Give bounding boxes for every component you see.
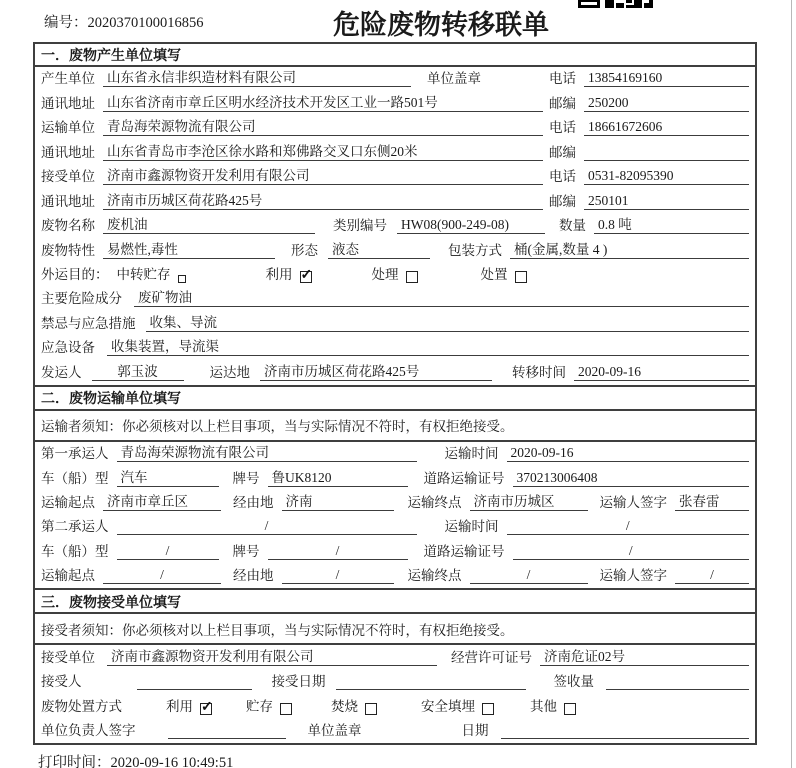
page-edge-line xyxy=(791,0,792,768)
sign-quantity-value xyxy=(606,672,749,690)
receiver-phone-value: 0531-82095390 xyxy=(584,167,749,185)
checkbox-disposal-storage xyxy=(280,703,292,715)
trait-value: 易燃性,毒性 xyxy=(103,241,275,259)
print-time xyxy=(38,751,233,768)
checkbox-disposal-landfill xyxy=(482,703,494,715)
row-first-carrier xyxy=(35,442,755,466)
road-permit-label: 道路运输证号 xyxy=(423,543,505,559)
hazard-label: 主要危险成分 xyxy=(41,291,122,307)
address-label: 通讯地址 xyxy=(41,144,95,160)
transporter-sign-value: 张春雷 xyxy=(675,493,749,511)
row-transporter xyxy=(35,116,755,140)
phone-group xyxy=(549,165,749,185)
accept-date-label: 接受日期 xyxy=(271,674,326,690)
road-permit-label: 道路运输证号 xyxy=(423,470,505,486)
document-number-label: 编号： xyxy=(44,15,88,31)
category-value: HW08(900-249-08) xyxy=(397,216,545,234)
row-vehicle-2 xyxy=(35,539,755,563)
disposal-option-other xyxy=(530,695,576,715)
quantity-label: 数量 xyxy=(559,218,586,234)
row-hazard-component xyxy=(35,287,755,311)
checkbox-disposal-use xyxy=(200,703,212,715)
page-title: 危险废物转移联单 xyxy=(333,10,549,40)
qr-code-fragment xyxy=(578,0,656,9)
consignor-value: 郭玉波 xyxy=(92,363,184,381)
destination-value: 济南市历城区荷花路425号 xyxy=(260,363,492,381)
date-label: 日期 xyxy=(461,723,489,739)
origin-2-value: / xyxy=(103,566,221,584)
section3-header: 三．废物接受单位填写 xyxy=(35,588,755,614)
option-label: 贮存 xyxy=(246,698,273,714)
hazard-value: 废矿物油 xyxy=(134,289,749,307)
phone-label: 电话 xyxy=(549,169,576,185)
license-label: 经营许可证号 xyxy=(451,649,532,665)
option-label: 利用 xyxy=(166,698,193,714)
zip-group xyxy=(549,141,749,161)
option-label: 安全填埋 xyxy=(421,698,475,714)
taboo-value: 收集、导流 xyxy=(146,314,750,332)
plate-value: 鲁UK8120 xyxy=(268,469,408,487)
purpose-option-dispose xyxy=(481,263,527,283)
transport-time-label: 运输时间 xyxy=(444,446,499,462)
via-2-value: / xyxy=(282,566,394,584)
waste-name-label: 废物名称 xyxy=(41,218,95,234)
plate-label: 牌号 xyxy=(232,470,260,486)
endpoint-label: 运输终点 xyxy=(407,495,462,510)
transport-time-2-value: / xyxy=(507,517,750,535)
print-time-label: 打印时间： xyxy=(38,755,111,768)
purpose-option-transfer xyxy=(117,263,186,283)
waste-name-value: 废机油 xyxy=(103,216,315,234)
consignor-label: 发运人 xyxy=(41,364,82,380)
sign-quantity-label: 签收量 xyxy=(553,674,594,690)
second-carrier-value: / xyxy=(117,517,417,535)
equipment-value: 收集装置，导流渠 xyxy=(107,338,749,356)
transporter-notice: 运输者须知：你必须核对以上栏目事项，当与实际情况不符时，有权拒绝接受。 xyxy=(35,411,755,442)
road-permit-value: 370213006408 xyxy=(513,469,750,487)
zip-label: 邮编 xyxy=(549,144,576,160)
transporter-address-value: 山东省青岛市李沧区徐水路和郑佛路交叉口东侧20米 xyxy=(103,143,543,161)
trait-label: 废物特性 xyxy=(41,242,95,258)
purpose-option-treat xyxy=(372,263,418,283)
destination-label: 运达地 xyxy=(209,364,250,380)
head-sign-value xyxy=(168,721,286,739)
endpoint-label: 运输终点 xyxy=(407,568,462,584)
disposal-option-landfill xyxy=(421,695,494,715)
producer-phone-value: 13854169160 xyxy=(584,69,749,87)
equipment-label: 应急设备 xyxy=(41,340,95,356)
transport-time-value: 2020-09-16 xyxy=(507,444,750,462)
row-acceptor xyxy=(35,670,755,694)
row-head-signature xyxy=(35,719,755,743)
transporter-sign-label: 运输人签字 xyxy=(599,568,667,584)
option-label: 处置 xyxy=(480,266,508,282)
disposal-label: 废物处置方式 xyxy=(41,698,122,714)
first-carrier-value: 青岛海荣源物流有限公司 xyxy=(117,444,417,462)
transfer-time-value: 2020-09-16 xyxy=(574,363,749,381)
vehicle-type-value: 汽车 xyxy=(117,469,219,487)
vehicle-type-2-value: / xyxy=(117,542,219,560)
disposal-option-storage xyxy=(246,695,292,715)
vehicle-type-label: 车（船）型 xyxy=(41,470,109,486)
license-value: 济南危证02号 xyxy=(540,648,749,666)
road-permit-2-value: / xyxy=(513,542,750,560)
row-second-carrier xyxy=(35,515,755,539)
checkbox-disposal-other xyxy=(564,703,576,715)
purpose-label: 外运目的： xyxy=(41,266,109,282)
document-number xyxy=(44,11,204,32)
unit-seal-label: 单位盖章 xyxy=(307,723,362,739)
packing-value: 桶(金属,数量 4 ) xyxy=(510,241,749,259)
address-label: 通讯地址 xyxy=(41,193,95,209)
checkbox-use xyxy=(300,271,312,283)
option-label: 中转贮存 xyxy=(116,266,171,282)
row-emergency-equipment xyxy=(35,336,755,360)
producer-label: 产生单位 xyxy=(41,71,95,87)
via-label: 经由地 xyxy=(233,568,274,584)
acceptor-label: 接受人 xyxy=(41,674,82,690)
via-label: 经由地 xyxy=(233,495,274,510)
quantity-value: 0.8 吨 xyxy=(594,216,749,234)
producer-zip-value: 250200 xyxy=(584,94,749,112)
row-accept-unit xyxy=(35,645,755,669)
category-label: 类别编号 xyxy=(333,218,387,234)
row-producer-address xyxy=(35,91,755,115)
address-label: 通讯地址 xyxy=(41,95,95,111)
disposal-option-incinerate xyxy=(331,695,377,715)
row-vehicle-1 xyxy=(35,466,755,490)
checkbox-treat xyxy=(406,271,418,283)
origin-value: 济南市章丘区 xyxy=(103,493,221,511)
transporter-sign-label: 运输人签字 xyxy=(599,495,667,510)
checkbox-dispose xyxy=(515,271,527,283)
form-label: 形态 xyxy=(291,242,318,258)
via-value: 济南 xyxy=(282,493,394,511)
checkbox-disposal-incinerate xyxy=(365,703,377,715)
producer-address-value: 山东省济南市章丘区明水经济技术开发区工业一路501号 xyxy=(103,94,543,112)
row-disposal-method xyxy=(35,694,755,718)
phone-label: 电话 xyxy=(549,120,576,136)
vehicle-type-label: 车（船）型 xyxy=(41,543,109,559)
receiver-zip-value: 250101 xyxy=(584,192,749,210)
manifest-form-table xyxy=(33,42,757,745)
zip-label: 邮编 xyxy=(549,95,576,111)
zip-label: 邮编 xyxy=(549,193,576,209)
accept-unit-label: 接受单位 xyxy=(41,649,95,665)
option-label: 焚烧 xyxy=(331,698,358,714)
zip-group xyxy=(549,190,749,210)
row-waste-trait xyxy=(35,238,755,262)
acceptor-value xyxy=(137,672,252,690)
plate-2-value: / xyxy=(268,542,408,560)
phone-group xyxy=(549,116,749,136)
phone-label: 电话 xyxy=(549,71,576,87)
checkbox-transfer-storage xyxy=(178,275,186,283)
transporter-phone-value: 18661672606 xyxy=(584,118,749,136)
print-time-value: 2020-09-16 10:49:51 xyxy=(110,755,234,768)
option-label: 其他 xyxy=(530,698,557,714)
option-label: 利用 xyxy=(265,266,293,282)
form-value: 液态 xyxy=(328,241,430,259)
head-sign-label: 单位负责人签字 xyxy=(41,723,136,739)
unit-seal-label: 单位盖章 xyxy=(427,71,481,87)
second-carrier-label: 第二承运人 xyxy=(41,519,109,535)
purpose-option-use xyxy=(266,263,312,283)
packing-label: 包装方式 xyxy=(448,242,502,258)
receiver-value: 济南市鑫源物资开发利用有限公司 xyxy=(103,167,543,185)
transporter-sign-2-value: / xyxy=(675,566,749,584)
zip-group xyxy=(549,92,749,112)
acceptor-notice: 接受者须知：你必须核对以上栏目事项，当与实际情况不符时，有权拒绝接受。 xyxy=(35,614,755,645)
section1-header: 一．废物产生单位填写 xyxy=(35,44,755,67)
section2-header: 二．废物运输单位填写 xyxy=(35,385,755,411)
plate-label: 牌号 xyxy=(232,543,260,559)
row-consignor xyxy=(35,360,755,384)
row-producer xyxy=(35,67,755,91)
endpoint-2-value: / xyxy=(470,566,588,584)
phone-group xyxy=(549,67,749,87)
first-carrier-label: 第一承运人 xyxy=(41,446,109,462)
receiver-label: 接受单位 xyxy=(41,169,95,185)
row-waste-name xyxy=(35,214,755,238)
origin-label: 运输起点 xyxy=(41,495,95,510)
transport-time-label: 运输时间 xyxy=(444,519,499,535)
row-route-1 xyxy=(35,491,755,515)
taboo-label: 禁忌与应急措施 xyxy=(41,315,136,331)
option-label: 处理 xyxy=(371,266,399,282)
transporter-value: 青岛海荣源物流有限公司 xyxy=(103,118,543,136)
disposal-option-use xyxy=(166,695,212,715)
transporter-label: 运输单位 xyxy=(41,120,95,136)
origin-label: 运输起点 xyxy=(41,568,95,584)
row-route-2 xyxy=(35,564,755,588)
row-purpose xyxy=(35,263,755,287)
row-receiver-address xyxy=(35,189,755,213)
transporter-zip-value xyxy=(584,143,749,161)
endpoint-value: 济南市历城区 xyxy=(470,493,588,511)
row-receiver xyxy=(35,165,755,189)
document-number-value: 2020370100016856 xyxy=(87,15,204,31)
date-value xyxy=(501,721,750,739)
row-transporter-address xyxy=(35,140,755,164)
transfer-time-label: 转移时间 xyxy=(512,364,566,380)
receiver-address-value: 济南市历城区荷花路425号 xyxy=(103,192,543,210)
producer-value: 山东省永信非织造材料有限公司 xyxy=(103,69,411,87)
row-taboo-measures xyxy=(35,311,755,335)
accept-date-value xyxy=(336,672,526,690)
accept-unit-value: 济南市鑫源物资开发利用有限公司 xyxy=(107,648,437,666)
